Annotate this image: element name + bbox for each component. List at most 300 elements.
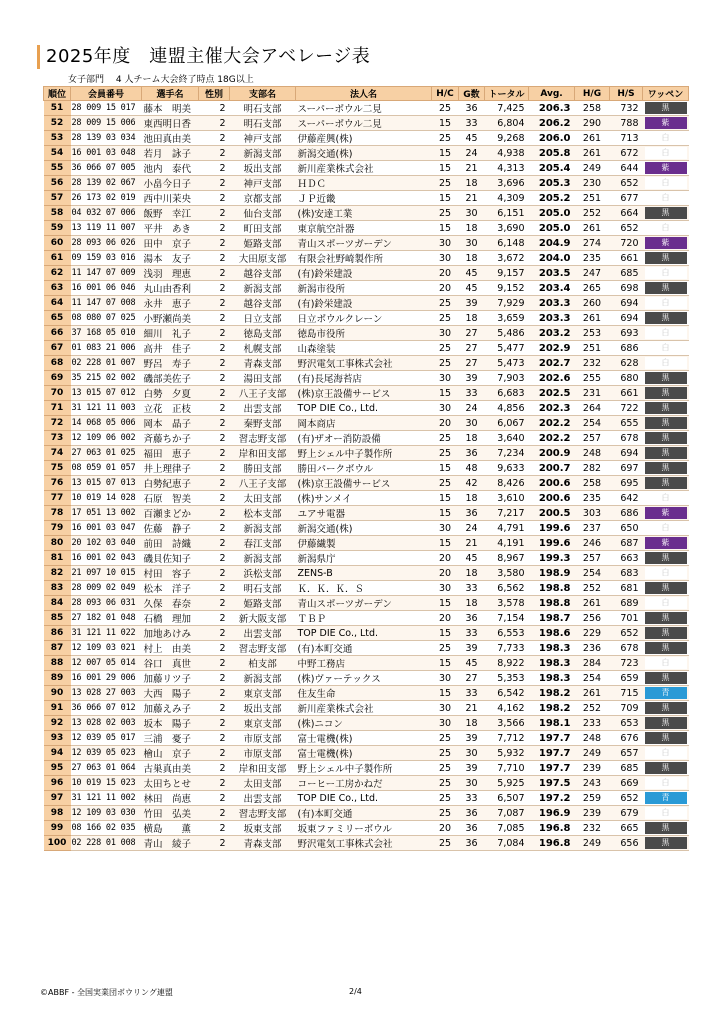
company-cell: (有)本町交通: [296, 806, 432, 821]
hs-cell: 698: [610, 281, 643, 296]
company-cell: ＪＰ近畿: [296, 191, 432, 206]
member-no-cell: 28 139 02 067: [71, 176, 142, 191]
company-cell: 野上シェル中子製作所: [296, 761, 432, 776]
table-row: [44, 536, 689, 551]
hg-cell: 235: [575, 491, 610, 506]
total-cell: 7,733: [485, 641, 529, 656]
avg-cell: 202.9: [529, 341, 575, 356]
gender-cell: 2: [199, 551, 230, 566]
player-name-cell: 立花 正枝: [142, 401, 199, 416]
table-row: [44, 326, 689, 341]
hg-cell: 232: [575, 356, 610, 371]
hc-cell: 20: [432, 566, 459, 581]
gender-cell: 2: [199, 641, 230, 656]
branch-cell: 八王子支部: [230, 476, 296, 491]
branch-cell: 姫路支部: [230, 236, 296, 251]
patch-badge: 白: [645, 357, 687, 369]
col-header-games: G数: [459, 87, 485, 101]
hg-cell: 248: [575, 731, 610, 746]
gender-cell: 2: [199, 821, 230, 836]
member-no-cell: 31 121 11 002: [71, 791, 142, 806]
patch-cell: [643, 311, 689, 326]
table-row: [44, 806, 689, 821]
patch-cell: [643, 281, 689, 296]
games-cell: 18: [459, 716, 485, 731]
player-name-cell: 村田 容子: [142, 566, 199, 581]
player-name-cell: 石原 智美: [142, 491, 199, 506]
games-cell: 39: [459, 371, 485, 386]
patch-badge: 白: [645, 147, 687, 159]
hc-cell: 20: [432, 281, 459, 296]
patch-badge: 青: [645, 687, 687, 699]
hc-cell: 30: [432, 581, 459, 596]
avg-cell: 199.3: [529, 551, 575, 566]
patch-cell: [643, 806, 689, 821]
avg-cell: 199.6: [529, 536, 575, 551]
member-no-cell: 13 015 07 013: [71, 476, 142, 491]
total-cell: 6,151: [485, 206, 529, 221]
company-cell: 岡本商店: [296, 416, 432, 431]
patch-cell: [643, 161, 689, 176]
branch-cell: 神戸支部: [230, 131, 296, 146]
player-name-cell: 湯本 友子: [142, 251, 199, 266]
avg-cell: 206.0: [529, 131, 575, 146]
gender-cell: 2: [199, 416, 230, 431]
branch-cell: 坂出支部: [230, 701, 296, 716]
patch-cell: [643, 116, 689, 131]
hs-cell: 689: [610, 596, 643, 611]
rank-cell: 81: [44, 551, 71, 566]
patch-badge: 白: [645, 222, 687, 234]
branch-cell: 町田支部: [230, 221, 296, 236]
company-cell: 新潟県庁: [296, 551, 432, 566]
member-no-cell: 02 228 01 007: [71, 356, 142, 371]
patch-cell: [643, 401, 689, 416]
patch-cell: [643, 581, 689, 596]
rank-cell: 57: [44, 191, 71, 206]
hs-cell: 680: [610, 371, 643, 386]
table-row: [44, 356, 689, 371]
branch-cell: 新潟支部: [230, 551, 296, 566]
company-cell: (株)安達工業: [296, 206, 432, 221]
patch-cell: [643, 671, 689, 686]
member-no-cell: 16 001 03 047: [71, 521, 142, 536]
player-name-cell: 三浦 憂子: [142, 731, 199, 746]
avg-cell: 197.2: [529, 791, 575, 806]
rank-cell: 97: [44, 791, 71, 806]
hs-cell: 661: [610, 386, 643, 401]
total-cell: 9,268: [485, 131, 529, 146]
hs-cell: 657: [610, 746, 643, 761]
member-no-cell: 14 068 05 006: [71, 416, 142, 431]
rank-cell: 76: [44, 476, 71, 491]
player-name-cell: 小畠今日子: [142, 176, 199, 191]
table-row: [44, 836, 689, 851]
patch-cell: [643, 356, 689, 371]
player-name-cell: 池内 泰代: [142, 161, 199, 176]
member-no-cell: 12 007 05 014: [71, 656, 142, 671]
member-no-cell: 11 147 07 009: [71, 266, 142, 281]
player-name-cell: 磯部美佐子: [142, 371, 199, 386]
member-no-cell: 17 051 13 002: [71, 506, 142, 521]
member-no-cell: 21 097 10 015: [71, 566, 142, 581]
branch-cell: 秦野支部: [230, 416, 296, 431]
patch-badge: 黒: [645, 612, 687, 624]
table-row: [44, 491, 689, 506]
games-cell: 33: [459, 581, 485, 596]
hs-cell: 663: [610, 551, 643, 566]
player-name-cell: 丸山由香利: [142, 281, 199, 296]
hs-cell: 788: [610, 116, 643, 131]
patch-cell: [643, 371, 689, 386]
patch-badge: 白: [645, 522, 687, 534]
games-cell: 18: [459, 176, 485, 191]
games-cell: 27: [459, 326, 485, 341]
total-cell: 7,712: [485, 731, 529, 746]
branch-cell: 姫路支部: [230, 596, 296, 611]
patch-badge: 紫: [645, 537, 687, 549]
table-row: [44, 791, 689, 806]
patch-badge: 黒: [645, 462, 687, 474]
avg-cell: 202.2: [529, 431, 575, 446]
player-name-cell: 田中 京子: [142, 236, 199, 251]
hg-cell: 303: [575, 506, 610, 521]
hs-cell: 644: [610, 161, 643, 176]
hs-cell: 672: [610, 146, 643, 161]
avg-cell: 202.6: [529, 371, 575, 386]
hs-cell: 715: [610, 686, 643, 701]
total-cell: 6,562: [485, 581, 529, 596]
table-row: [44, 761, 689, 776]
hs-cell: 720: [610, 236, 643, 251]
rank-cell: 72: [44, 416, 71, 431]
table-row: [44, 371, 689, 386]
games-cell: 45: [459, 281, 485, 296]
company-cell: (株)サンメイ: [296, 491, 432, 506]
total-cell: 3,566: [485, 716, 529, 731]
table-row: [44, 131, 689, 146]
avg-cell: 204.9: [529, 236, 575, 251]
rank-cell: 88: [44, 656, 71, 671]
patch-cell: [643, 206, 689, 221]
games-cell: 36: [459, 821, 485, 836]
hs-cell: 679: [610, 806, 643, 821]
member-no-cell: 13 028 27 003: [71, 686, 142, 701]
col-header-patch: ワッペン: [643, 87, 689, 101]
col-header-branch: 支部名: [230, 87, 296, 101]
games-cell: 21: [459, 161, 485, 176]
patch-cell: [643, 746, 689, 761]
branch-cell: 坂東支部: [230, 821, 296, 836]
gender-cell: 2: [199, 791, 230, 806]
games-cell: 39: [459, 761, 485, 776]
player-name-cell: 高井 佳子: [142, 341, 199, 356]
company-cell: 東京航空計器: [296, 221, 432, 236]
gender-cell: 2: [199, 461, 230, 476]
hg-cell: 252: [575, 581, 610, 596]
games-cell: 36: [459, 836, 485, 851]
patch-badge: 黒: [645, 552, 687, 564]
branch-cell: 明石支部: [230, 101, 296, 116]
games-cell: 39: [459, 641, 485, 656]
gender-cell: 2: [199, 221, 230, 236]
branch-cell: 青森支部: [230, 356, 296, 371]
table-row: [44, 521, 689, 536]
gender-cell: 2: [199, 251, 230, 266]
table-row: [44, 116, 689, 131]
patch-cell: [643, 386, 689, 401]
patch-badge: 紫: [645, 507, 687, 519]
player-name-cell: 細川 礼子: [142, 326, 199, 341]
games-cell: 18: [459, 221, 485, 236]
avg-cell: 197.7: [529, 731, 575, 746]
branch-cell: 勝田支部: [230, 461, 296, 476]
avg-cell: 206.3: [529, 101, 575, 116]
player-name-cell: 白勢 夕夏: [142, 386, 199, 401]
branch-cell: 松本支部: [230, 506, 296, 521]
member-no-cell: 12 039 05 023: [71, 746, 142, 761]
company-cell: 新潟交通(株): [296, 521, 432, 536]
company-cell: 青山スポーツガーデン: [296, 596, 432, 611]
rank-cell: 53: [44, 131, 71, 146]
gender-cell: 2: [199, 131, 230, 146]
player-name-cell: 加藤リツ子: [142, 671, 199, 686]
hc-cell: 25: [432, 101, 459, 116]
col-header-total: トータル: [485, 87, 529, 101]
branch-cell: 習志野支部: [230, 806, 296, 821]
branch-cell: 出雲支部: [230, 626, 296, 641]
avg-cell: 204.0: [529, 251, 575, 266]
member-no-cell: 27 182 01 048: [71, 611, 142, 626]
games-cell: 21: [459, 536, 485, 551]
avg-cell: 198.6: [529, 626, 575, 641]
patch-cell: [643, 506, 689, 521]
gender-cell: 2: [199, 716, 230, 731]
avg-cell: 198.7: [529, 611, 575, 626]
avg-cell: 200.7: [529, 461, 575, 476]
games-cell: 36: [459, 611, 485, 626]
branch-cell: 新潟支部: [230, 146, 296, 161]
table-row: [44, 161, 689, 176]
total-cell: 3,690: [485, 221, 529, 236]
total-cell: 3,578: [485, 596, 529, 611]
patch-badge: 白: [645, 777, 687, 789]
hg-cell: 261: [575, 596, 610, 611]
hg-cell: 236: [575, 641, 610, 656]
rank-cell: 55: [44, 161, 71, 176]
total-cell: 6,148: [485, 236, 529, 251]
gender-cell: 2: [199, 401, 230, 416]
branch-cell: 浜松支部: [230, 566, 296, 581]
patch-cell: [643, 176, 689, 191]
rank-cell: 75: [44, 461, 71, 476]
hc-cell: 15: [432, 461, 459, 476]
hc-cell: 20: [432, 266, 459, 281]
hc-cell: 25: [432, 176, 459, 191]
company-cell: 中野工務店: [296, 656, 432, 671]
avg-cell: 198.8: [529, 596, 575, 611]
hg-cell: 261: [575, 131, 610, 146]
hg-cell: 290: [575, 116, 610, 131]
rank-cell: 99: [44, 821, 71, 836]
rank-cell: 66: [44, 326, 71, 341]
hg-cell: 239: [575, 806, 610, 821]
games-cell: 18: [459, 311, 485, 326]
hc-cell: 30: [432, 371, 459, 386]
hc-cell: 25: [432, 131, 459, 146]
gender-cell: 2: [199, 506, 230, 521]
hc-cell: 25: [432, 776, 459, 791]
patch-badge: 黒: [645, 207, 687, 219]
title-block: [37, 45, 370, 69]
patch-badge: 黒: [645, 702, 687, 714]
patch-badge: 黒: [645, 672, 687, 684]
company-cell: (株)京王設備サービス: [296, 476, 432, 491]
hg-cell: 249: [575, 836, 610, 851]
branch-cell: 市原支部: [230, 731, 296, 746]
total-cell: 9,633: [485, 461, 529, 476]
games-cell: 27: [459, 356, 485, 371]
hs-cell: 650: [610, 521, 643, 536]
patch-badge: 黒: [645, 582, 687, 594]
games-cell: 30: [459, 236, 485, 251]
hg-cell: 237: [575, 521, 610, 536]
rank-cell: 85: [44, 611, 71, 626]
player-name-cell: 松本 洋子: [142, 581, 199, 596]
avg-cell: 205.0: [529, 206, 575, 221]
table-row: [44, 671, 689, 686]
patch-badge: 白: [645, 297, 687, 309]
company-cell: 新川産業株式会社: [296, 701, 432, 716]
games-cell: 36: [459, 446, 485, 461]
games-cell: 24: [459, 401, 485, 416]
hs-cell: 656: [610, 836, 643, 851]
hg-cell: 254: [575, 566, 610, 581]
col-header-company: 法人名: [296, 87, 432, 101]
company-cell: 野沢電気工事株式会社: [296, 356, 432, 371]
player-name-cell: 谷口 真世: [142, 656, 199, 671]
member-no-cell: 20 102 03 040: [71, 536, 142, 551]
total-cell: 7,217: [485, 506, 529, 521]
branch-cell: 新大阪支部: [230, 611, 296, 626]
gender-cell: 2: [199, 731, 230, 746]
hc-cell: 25: [432, 341, 459, 356]
company-cell: (有)本町交通: [296, 641, 432, 656]
branch-cell: 新潟支部: [230, 521, 296, 536]
table-row: [44, 701, 689, 716]
total-cell: 7,903: [485, 371, 529, 386]
hc-cell: 15: [432, 161, 459, 176]
patch-cell: [643, 416, 689, 431]
patch-cell: [643, 491, 689, 506]
hc-cell: 15: [432, 596, 459, 611]
branch-cell: 東京支部: [230, 686, 296, 701]
player-name-cell: 石橋 理加: [142, 611, 199, 626]
branch-cell: 明石支部: [230, 116, 296, 131]
company-cell: 住友生命: [296, 686, 432, 701]
total-cell: 6,683: [485, 386, 529, 401]
hg-cell: 254: [575, 671, 610, 686]
hc-cell: 30: [432, 716, 459, 731]
hg-cell: 254: [575, 416, 610, 431]
avg-cell: 198.2: [529, 686, 575, 701]
company-cell: (有)ザオー消防設備: [296, 431, 432, 446]
gender-cell: 2: [199, 101, 230, 116]
table-row: [44, 641, 689, 656]
rank-cell: 64: [44, 296, 71, 311]
company-cell: ＴＢＰ: [296, 611, 432, 626]
avg-cell: 203.5: [529, 266, 575, 281]
hs-cell: 652: [610, 176, 643, 191]
patch-badge: 黒: [645, 312, 687, 324]
table-row: [44, 206, 689, 221]
rank-cell: 86: [44, 626, 71, 641]
branch-cell: 柏支部: [230, 656, 296, 671]
patch-cell: [643, 461, 689, 476]
total-cell: 3,659: [485, 311, 529, 326]
table-header-row: [44, 87, 689, 101]
table-row: [44, 551, 689, 566]
patch-badge: 黒: [645, 477, 687, 489]
rank-cell: 77: [44, 491, 71, 506]
games-cell: 45: [459, 551, 485, 566]
hc-cell: 15: [432, 686, 459, 701]
patch-badge: 黒: [645, 822, 687, 834]
player-name-cell: 飯野 幸江: [142, 206, 199, 221]
player-name-cell: 古巣真由美: [142, 761, 199, 776]
gender-cell: 2: [199, 371, 230, 386]
patch-cell: [643, 791, 689, 806]
hc-cell: 20: [432, 416, 459, 431]
total-cell: 7,154: [485, 611, 529, 626]
patch-cell: [643, 221, 689, 236]
table-row: [44, 476, 689, 491]
total-cell: 3,610: [485, 491, 529, 506]
patch-badge: 白: [645, 327, 687, 339]
avg-cell: 203.3: [529, 311, 575, 326]
player-name-cell: 東西明日香: [142, 116, 199, 131]
hc-cell: 25: [432, 641, 459, 656]
company-cell: 青山スポーツガーデン: [296, 236, 432, 251]
hc-cell: 25: [432, 356, 459, 371]
hc-cell: 15: [432, 506, 459, 521]
player-name-cell: 藤本 明美: [142, 101, 199, 116]
player-name-cell: 前田 詩織: [142, 536, 199, 551]
hs-cell: 694: [610, 311, 643, 326]
total-cell: 3,672: [485, 251, 529, 266]
hs-cell: 665: [610, 821, 643, 836]
gender-cell: 2: [199, 761, 230, 776]
table-row: [44, 236, 689, 251]
gender-cell: 2: [199, 206, 230, 221]
total-cell: 5,925: [485, 776, 529, 791]
gender-cell: 2: [199, 326, 230, 341]
hc-cell: 15: [432, 221, 459, 236]
hs-cell: 681: [610, 581, 643, 596]
hs-cell: 685: [610, 761, 643, 776]
hg-cell: 231: [575, 386, 610, 401]
member-no-cell: 09 159 03 016: [71, 251, 142, 266]
total-cell: 6,542: [485, 686, 529, 701]
patch-badge: 黒: [645, 447, 687, 459]
patch-cell: [643, 266, 689, 281]
table-row: [44, 746, 689, 761]
branch-cell: 日立支部: [230, 311, 296, 326]
table-row: [44, 266, 689, 281]
rank-cell: 92: [44, 716, 71, 731]
branch-cell: 越谷支部: [230, 266, 296, 281]
rank-cell: 71: [44, 401, 71, 416]
